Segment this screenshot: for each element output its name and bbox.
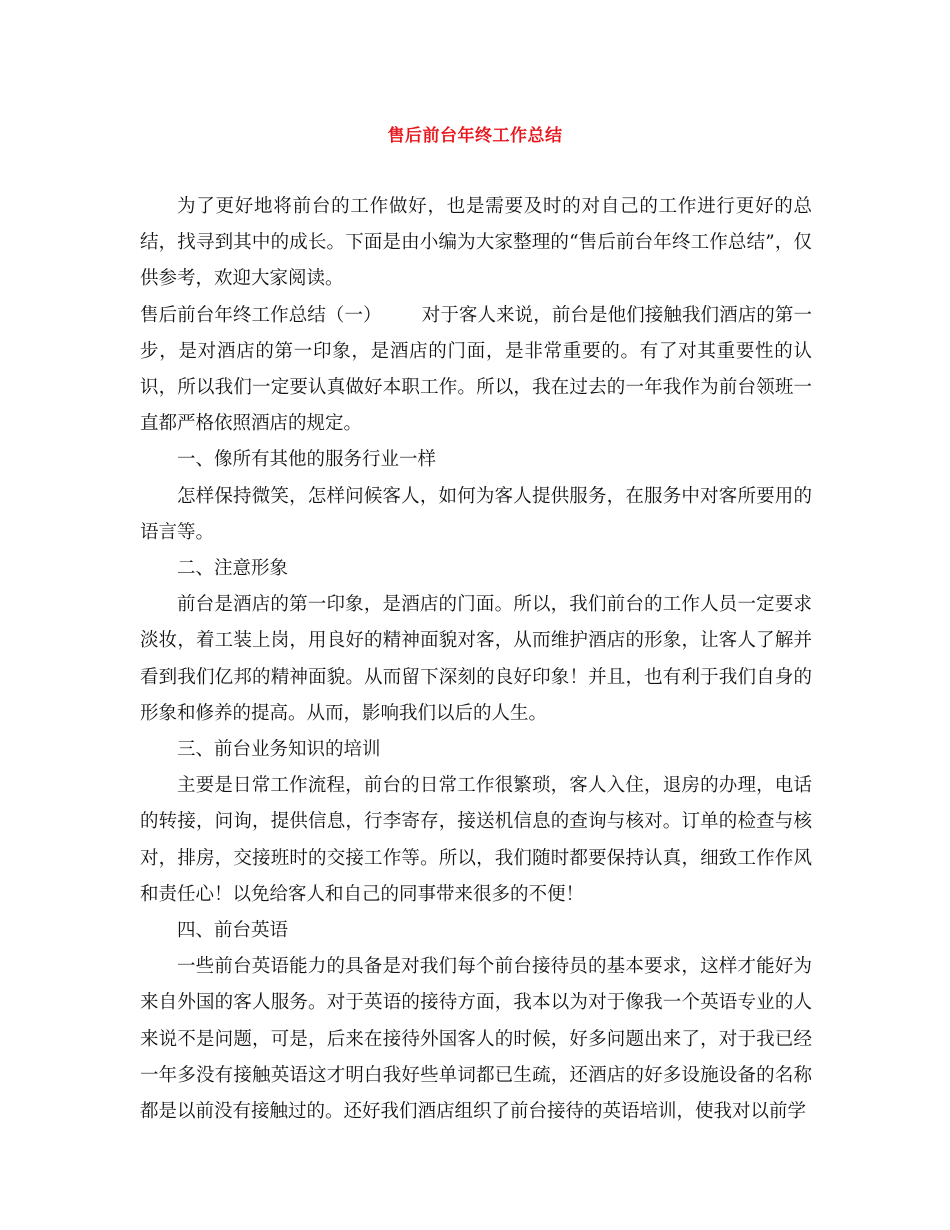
document-title: 售后前台年终工作总结 <box>387 126 563 146</box>
heading-3: 三、前台业务知识的培训 <box>177 739 381 761</box>
paragraph-2: 前台是酒店的第一印象，是酒店的门面。所以，我们前台的工作人员一定要求淡妆，着工装上岗，用良好的精神面貌对客，从而维护酒店的形象，让客人了解并看到我们亿邦的精神面貌。从而留下深刻的良好印象！并且，也有利于我们自身的形象和修养的提高。从而，影响我们以后的人生。 <box>140 594 812 724</box>
paragraph-1: 怎样保持微笑，怎样问候客人，如何为客人提供服务，在服务中对客所要用的语言等。 <box>140 485 812 543</box>
document-body <box>140 189 812 1130</box>
paragraph-4: 一些前台英语能力的具备是对我们每个前台接待员的基本要求，这样才能好为来自外国的客人服务。对于英语的接待方面，我本以为对于像我一个英语专业的人来说不是问题，可是，后来在接待外国客人的时候，好多问题出来了，对于我已经一年多没有接触英语这才明白我好些单词都已生疏，还酒店的好多设施设备的名称都是以前没有接触过的。还好我们酒店组织了前台接待的英语培训，使我对以前学 <box>140 956 812 1123</box>
heading-1: 一、像所有其他的服务行业一样 <box>177 449 437 471</box>
section-heading: 售后前台年终工作总结（一） <box>140 304 382 326</box>
heading-4: 四、前台英语 <box>177 920 289 942</box>
intro-paragraph: 为了更好地将前台的工作做好，也是需要及时的对自己的工作进行更好的总结，找寻到其中的成长。下面是由小编为大家整理的“售后前台年终工作总结”，仅供参考，欢迎大家阅读。 <box>140 196 812 290</box>
heading-2: 二、注意形象 <box>177 558 289 580</box>
paragraph-3: 主要是日常工作流程，前台的日常工作很繁琐，客人入住，退房的办理，电话的转接，问询，提供信息，行李寄存，接送机信息的查询与核对。订单的检查与核对，排房，交接班时的交接工作等。所以，我们随时都要保持认真，细致工作作风和责任心！以免给客人和自己的同事带来很多的不便！ <box>140 775 812 905</box>
section-lead-text: 对于客人来说，前台是他们接触我们酒店的第一步，是对酒店的第一印象，是酒店的门面，是非常重要的。有了对其重要性的认识，所以我们一定要认真做好本职工作。所以，我在过去的一年我作为前台领班一直都严格依照酒店的规定。 <box>140 304 812 435</box>
section-paragraph <box>140 298 812 443</box>
